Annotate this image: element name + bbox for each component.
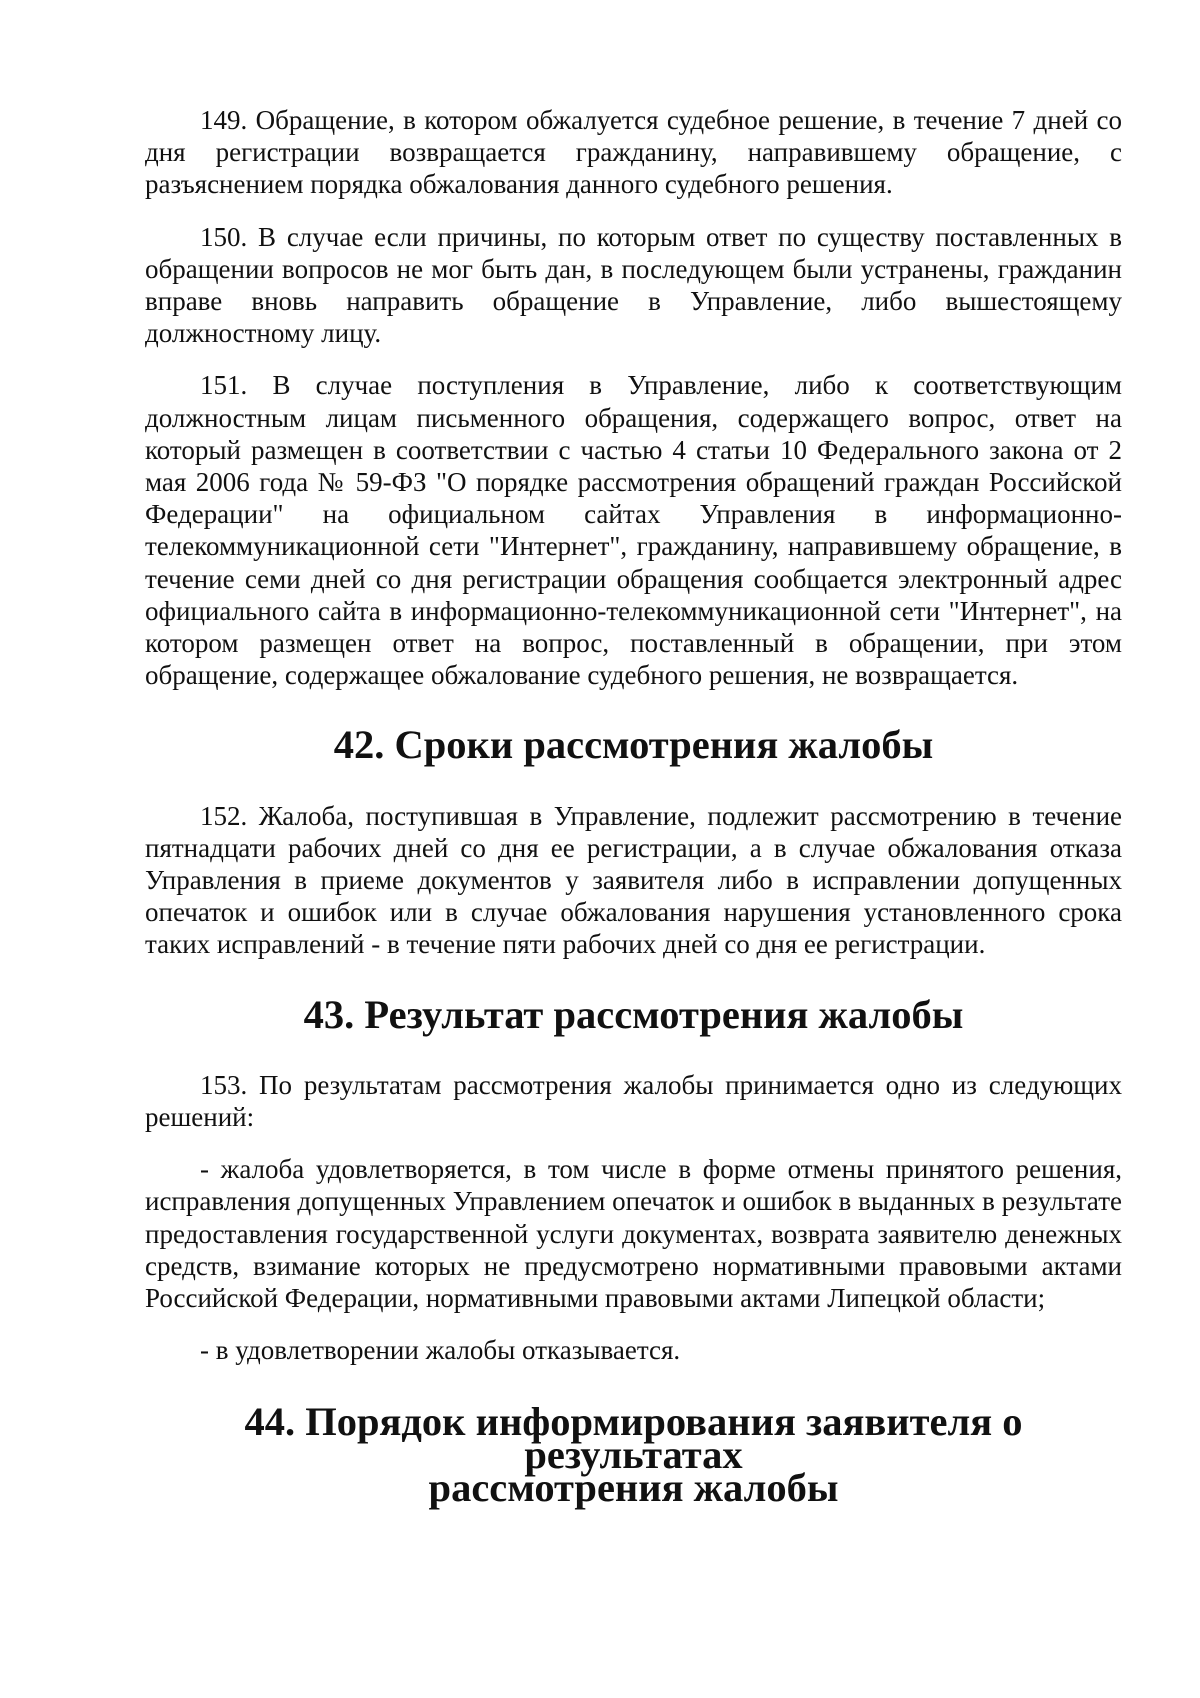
paragraph-152: 152. Жалоба, поступившая в Управление, подлежит рассмотрению в течение пятнадцати рабочих дней со дня ее регистрации, а в случае обжалования отказа Управления в приеме документов у заявителя либо в исправлении допущенных опечаток и ошибок или в случае обжалования нарушения установленного срока таких исправлений - в течение пяти рабочих дней со дня ее регистрации. [145, 800, 1122, 960]
list-item-satisfied: - жалоба удовлетворяется, в том числе в форме отмены принятого решения, исправления допущенных Управлением опечаток и ошибок в выданных в результате предоставления государственной услуги документах, возврата заявителю денежных средств, взимание которых не предусмотрено нормативными правовыми актами Российской Федерации, нормативными правовыми актами Липецкой области; [145, 1154, 1122, 1314]
section-heading-43: 43. Результат рассмотрения жалобы [303, 991, 964, 1037]
section-heading-44-line2: рассмотрения жалобы [428, 1464, 839, 1510]
paragraph-150: 150. В случае если причины, по которым ответ по существу поставленных в обращении вопросов не мог быть дан, в последующем были устранены, гражданин вправе вновь направить обращение в Управление, либо вышестоящему должностному лицу. [145, 221, 1122, 349]
section-heading-44 [145, 1398, 1122, 1510]
section-heading-44-line1: 44. Порядок информирования заявителя о результатах [244, 1398, 1023, 1477]
paragraph-149: 149. Обращение, в котором обжалуется судебное решение, в течение 7 дней со дня регистрации возвращается гражданину, направившему обращение, с разъяснением порядка обжалования данного судебного решения. [145, 105, 1122, 200]
paragraph-151: 151. В случае поступления в Управление, либо к соответствующим должностным лицам письменного обращения, содержащего вопрос, ответ на который размещен в соответствии с частью 4 статьи 10 Федерального закона от 2 мая 2006 года № 59-ФЗ "О порядке рассмотрения обращений граждан Российской Федерации" на официальном сайтах Управления в информационно-телекоммуникационной сети "Интернет", гражданину, направившему обращение, в течение семи дней со дня регистрации обращения сообщается электронный адрес официального сайта в информационно-телекоммуникационной сети "Интернет", на котором размещен ответ на вопрос, поставленный в обращении, при этом обращение, содержащее обжалование судебного решения, не возвращается. [145, 370, 1122, 691]
list-item-refused: - в удовлетворении жалобы отказывается. [200, 1335, 681, 1366]
paragraph-153: 153. По результатам рассмотрения жалобы принимается одно из следующих решений: [145, 1069, 1122, 1133]
section-heading-42: 42. Сроки рассмотрения жалобы [333, 722, 934, 768]
document-page [145, 104, 1122, 1510]
